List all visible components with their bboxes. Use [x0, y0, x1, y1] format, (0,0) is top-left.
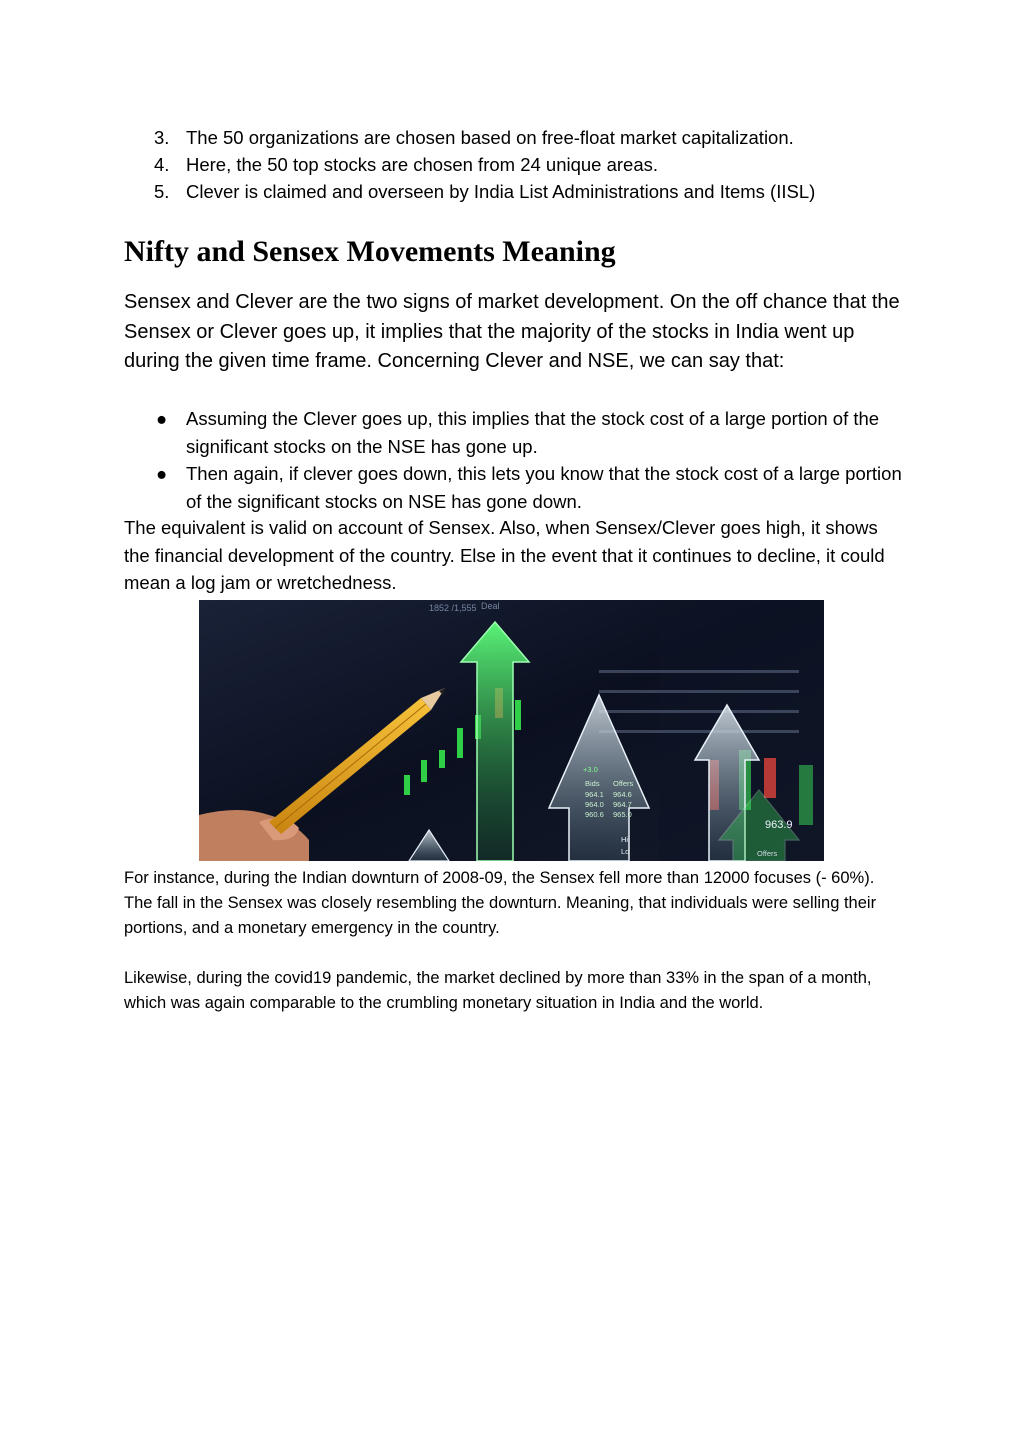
bid-value: 964.0 — [585, 800, 604, 809]
right-value: 963.9 — [765, 819, 793, 831]
list-item — [124, 151, 904, 178]
list-number: 5. — [154, 181, 170, 202]
image-top-label: Deal — [481, 601, 500, 611]
list-text: Here, the 50 top stocks are chosen from 24 unique areas. — [186, 154, 659, 175]
section-heading: Nifty and Sensex Movements Meaning — [124, 235, 616, 268]
bullet-list — [124, 405, 904, 515]
list-item — [124, 178, 904, 205]
hi-label: Hi — [621, 835, 629, 844]
intro-paragraph: Sensex and Clever are the two signs of market development. On the off chance that the Sensex or Clever goes up, it implies that the majority of the stocks in India went up during the given time frame. Concerning Clever and NSE, we can say that: — [124, 291, 900, 372]
list-number: 3. — [154, 127, 170, 148]
bid-value: 960.6 — [585, 810, 604, 819]
after-bullets-paragraph: The equivalent is valid on account of Sensex. Also, when Sensex/Clever goes high, it shows the financial development of the country. Else in the event that it continues to decline, it could mean a log jam or wretchedness. — [124, 517, 885, 593]
offer-value: 964.6 — [613, 790, 632, 799]
offer-value: 964.7 — [613, 800, 632, 809]
bullet-text: Then again, if clever goes down, this lets you know that the stock cost of a large portion of the significant stocks on NSE has gone down. — [186, 463, 902, 512]
right-offers-label: Offers — [757, 849, 778, 858]
bullet-marker: ● — [156, 463, 168, 484]
list-text: Clever is claimed and overseen by India List Administrations and Items (IISL) — [186, 181, 816, 202]
bullet-item — [124, 460, 904, 515]
bullet-text: Assuming the Clever goes up, this implies that the stock cost of a large portion of the significant stocks on the NSE has gone up. — [186, 408, 880, 457]
change-value: +3.0 — [583, 765, 598, 774]
paragraph-covid: Likewise, during the covid19 pandemic, the market declined by more than 33% in the span of a month, which was again comparable to the crumbling monetary situation in India and the world. — [124, 969, 872, 1012]
lo-label: Lo — [621, 847, 630, 856]
stock-market-photo — [199, 600, 824, 861]
list-text: The 50 organizations are chosen based on free-float market capitalization. — [186, 127, 794, 148]
offer-value: 965.0 — [613, 810, 632, 819]
list-item — [124, 124, 904, 151]
offers-label: Offers — [613, 779, 634, 788]
image-top-numbers: 1852 /1,555 — [429, 603, 477, 613]
bids-label: Bids — [585, 779, 600, 788]
list-number: 4. — [154, 154, 170, 175]
numbered-list — [124, 124, 904, 205]
paragraph-downturn: For instance, during the Indian downturn of 2008-09, the Sensex fell more than 12000 focuses (- 60%). The fall in the Sensex was closely resembling the downturn. Meaning, that individuals were selling their portions, and a monetary emergency in the country. — [124, 869, 877, 937]
bullet-marker: ● — [156, 408, 168, 429]
bid-value: 964.1 — [585, 790, 604, 799]
bullet-item — [124, 405, 904, 460]
